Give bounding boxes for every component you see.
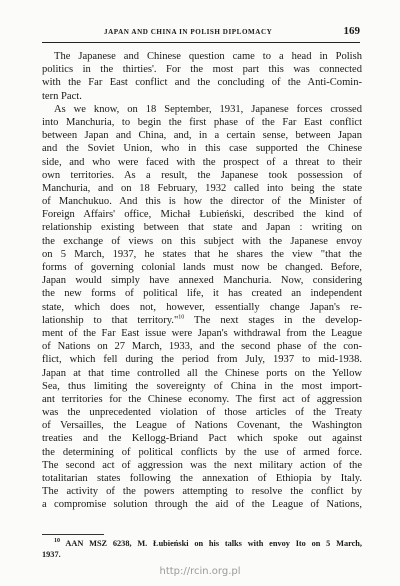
text-line: treaties and the Kellogg-Briand Pact which spoke out against xyxy=(42,433,362,445)
text-line: the new forms of political life, it has created an independent xyxy=(42,288,362,300)
text-line: own territories. As a result, the Japanese took possession of xyxy=(42,169,362,181)
text-line: politics in the thirties'. For the most part this was connected xyxy=(42,64,362,76)
text-line: and the Soviet Union, who in this case supported the Chinese xyxy=(42,143,362,155)
text-line: state, which does not, however, essentially change Japan's re- xyxy=(42,301,362,313)
text-line: between Japan and China, and, in a certain sense, between Japan xyxy=(42,130,362,142)
text-line: Manchuria, and on 18 February, 1932 called into being the state xyxy=(42,182,362,194)
text-line: forms of governing colonial lands must now be changed. Before, xyxy=(42,262,362,273)
text-line: Japan would simply have annexed Manchuria. Now, considering xyxy=(42,275,362,287)
text-line: ant territories for the Chinese economy. The first act of aggression xyxy=(42,393,362,405)
page-number: 169 xyxy=(343,25,360,37)
text-line: flict, which fell during the period from July, 1937 to mid-1938. xyxy=(42,354,362,366)
text-fragment: The next stages in the develop- xyxy=(184,314,362,326)
text-fragment: lationship to that territory." xyxy=(42,314,179,326)
footnote-text: AAN MSZ 6238, M. Łubieński on his talks with envoy Ito on 5 March, xyxy=(65,539,363,548)
text-line: Sea, thus limiting the sovereignty of China in the most import- xyxy=(42,380,362,392)
text-line: a compromise solution through the aid of the League of Nations, xyxy=(42,499,362,511)
footnote-line: 1937. xyxy=(42,550,61,559)
running-head xyxy=(42,25,360,43)
text-line: totalitarian states following the annexation of Ethiopia by Italy. xyxy=(42,473,362,484)
paragraph-2 xyxy=(42,103,362,512)
footnote-line xyxy=(42,538,362,549)
text-line: the determining of political conflicts by the use of armed force. xyxy=(42,446,362,458)
text-line: of Manchukuo. And this is how the director of the Minister of xyxy=(42,196,362,208)
text-line: Japan at that time controlled all the Chinese ports on the Yellow xyxy=(42,367,362,379)
paragraph-1 xyxy=(42,50,362,103)
text-line: ment of the Far East issue were Japan's withdrawal from the League xyxy=(42,327,362,339)
running-title: JAPAN AND CHINA IN POLISH DIPLOMACY xyxy=(104,28,273,36)
text-line: As we know, on 18 September, 1931, Japanese forces crossed xyxy=(54,103,362,115)
text-line-with-note xyxy=(42,314,362,327)
text-line: was the unprecedented violation of those articles of the Treaty xyxy=(42,407,362,419)
text-line: with the Far East conflict and the concluding of the Anti-Comin- xyxy=(42,77,362,89)
text-line: of Versailles, the League of Nations Covenant, the Washington xyxy=(42,420,362,432)
text-line: tern Pact. xyxy=(42,90,82,102)
text-line: The activity of the powers attempting to resolve the conflict by xyxy=(42,486,362,498)
source-watermark: http://rcin.org.pl xyxy=(159,566,241,577)
text-line: of Nations on 27 March, 1933, and the second phase of the con- xyxy=(42,341,362,353)
text-line: side, and who were faced with the prospect of a threat to their xyxy=(42,156,362,168)
text-line: relationship existing between that state and Japan : writing on xyxy=(42,222,362,234)
text-line: The second act of aggression was the next military action of the xyxy=(42,459,362,471)
footnote-marker: 10 xyxy=(54,538,60,545)
text-line: The Japanese and Chinese question came to a head in Polish xyxy=(54,51,362,62)
footnote-divider xyxy=(42,534,104,535)
text-line: the exchange of views on this subject with the Japanese envoy xyxy=(42,235,362,247)
body-text xyxy=(42,50,362,512)
footnote-ref: 10 xyxy=(178,314,185,321)
text-line: on 5 March, 1937, he states that he shares the view "that the xyxy=(42,248,362,260)
text-line: Foreign Affairs' office, Michał Łubieński, described the kind of xyxy=(42,209,362,221)
text-line: into Manchuria, to begin the first phase of the Far East conflict xyxy=(42,116,362,128)
footnote xyxy=(42,538,362,560)
